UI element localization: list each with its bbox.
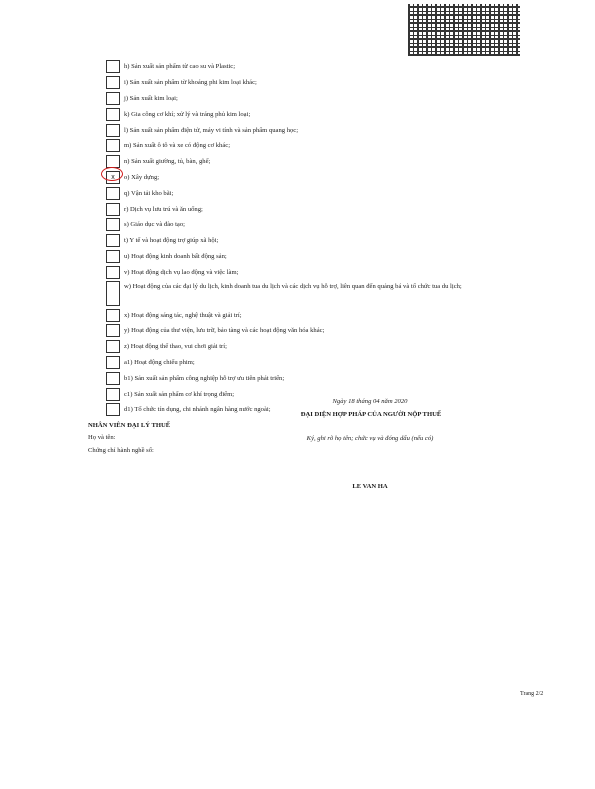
checklist-item xyxy=(106,264,526,280)
signing-date: Ngày 18 tháng 04 năm 2020 xyxy=(332,398,408,405)
industry-checklist xyxy=(106,59,526,418)
checklist-item xyxy=(106,170,526,186)
checkbox[interactable] xyxy=(106,281,120,306)
checklist-item-label: w) Hoạt động của các đại lý du lịch, kinh doanh tua du lịch và các dịch vụ hỗ trợ, liên quan đến quảng bá và tổ chức tua du lịch; xyxy=(124,283,462,291)
checklist-item-label: d1) Tổ chức tín dụng, chi nhánh ngân hàng nước ngoài; xyxy=(124,406,271,414)
checklist-item-label: j) Sản xuất kim loại; xyxy=(124,94,178,102)
checkbox[interactable] xyxy=(106,388,120,401)
checkbox[interactable] xyxy=(106,108,120,121)
checklist-item-label: b1) Sản xuất sản phẩm công nghiệp hỗ trợ ưu tiên phát triển; xyxy=(124,374,285,382)
checkbox[interactable] xyxy=(106,309,120,322)
checklist-item-label: z) Hoạt động thể thao, vui chơi giải trí; xyxy=(124,343,227,351)
checklist-item xyxy=(106,323,526,339)
checklist-item-label: a1) Hoạt động chiếu phim; xyxy=(124,358,195,366)
checklist-item-label: t) Y tế và hoạt động trợ giúp xã hội; xyxy=(124,237,219,245)
agent-title: NHÂN VIÊN ĐẠI LÝ THUẾ xyxy=(88,422,171,429)
checklist-item xyxy=(106,217,526,233)
checklist-item xyxy=(106,201,526,217)
checkbox[interactable] xyxy=(106,76,120,89)
checklist-item-label: k) Gia công cơ khí; xử lý và tráng phủ kim loại; xyxy=(124,110,251,118)
checkbox[interactable] xyxy=(106,324,120,337)
checklist-item-label: o) Xây dựng; xyxy=(124,173,160,181)
checklist-item-label: q) Vận tải kho bãi; xyxy=(124,189,174,197)
checklist-item-label: c1) Sản xuất sản phẩm cơ khí trọng điểm; xyxy=(124,390,235,398)
checklist-item xyxy=(106,370,526,386)
agent-name-label: Họ và tên: xyxy=(88,434,116,441)
checkbox[interactable] xyxy=(106,403,120,416)
checklist-item xyxy=(106,249,526,265)
barcode xyxy=(408,4,520,56)
checklist-item xyxy=(106,307,526,323)
checklist-item-label: l) Sản xuất sản phẩm điện tử, máy vi tính và sản phẩm quang học; xyxy=(124,126,299,134)
checklist-item-label: u) Hoạt động kinh doanh bất động sản; xyxy=(124,252,227,260)
checklist-item-label: m) Sản xuất ô tô và xe có động cơ khác; xyxy=(124,142,231,150)
checkbox[interactable] xyxy=(106,356,120,369)
checkbox[interactable] xyxy=(106,372,120,385)
checklist-item-label: r) Dịch vụ lưu trú và ăn uống; xyxy=(124,205,203,213)
representative-note: Ký, ghi rõ họ tên; chức vụ và đóng dấu (nếu có) xyxy=(306,435,434,442)
checklist-item-label: x) Hoạt động sáng tác, nghệ thuật và giải trí; xyxy=(124,311,242,319)
checklist-item xyxy=(106,91,526,107)
checkbox[interactable] xyxy=(106,203,120,216)
checklist-item xyxy=(106,59,526,75)
checklist-item xyxy=(106,233,526,249)
red-circle-mark xyxy=(101,167,123,181)
checkbox[interactable] xyxy=(106,187,120,200)
checklist-item xyxy=(106,75,526,91)
checkbox[interactable] xyxy=(106,60,120,73)
representative-title: ĐẠI DIỆN HỢP PHÁP CỦA NGƯỜI NỘP THUẾ xyxy=(300,411,442,418)
checklist-item-label: i) Sản xuất sản phẩm từ khoáng phi kim loại khác; xyxy=(124,79,257,87)
checklist-item xyxy=(106,106,526,122)
checklist-item xyxy=(106,280,526,307)
representative-name: LE VAN HA xyxy=(352,483,388,490)
checklist-item xyxy=(106,185,526,201)
checkbox[interactable] xyxy=(106,92,120,105)
checkbox[interactable] xyxy=(106,124,120,137)
checkbox[interactable] xyxy=(106,250,120,263)
checklist-item-label: s) Giáo dục và đào tạo; xyxy=(124,221,185,229)
checkbox[interactable]: x xyxy=(106,171,120,184)
checkbox[interactable] xyxy=(106,340,120,353)
checklist-item-label: h) Sản xuất sản phẩm từ cao su và Plastic; xyxy=(124,63,236,71)
checklist-item xyxy=(106,154,526,170)
checkbox[interactable] xyxy=(106,218,120,231)
checkbox[interactable] xyxy=(106,234,120,247)
checklist-item-label: y) Hoạt động của thư viện, lưu trữ, bảo tàng và các hoạt động văn hóa khác; xyxy=(124,327,325,335)
checklist-item-label: n) Sản xuất giường, tủ, bàn, ghế; xyxy=(124,158,211,166)
checklist-item xyxy=(106,339,526,355)
checklist-item xyxy=(106,138,526,154)
checklist-item xyxy=(106,355,526,371)
page-number: Trang 2/2 xyxy=(520,691,544,697)
checkbox[interactable] xyxy=(106,266,120,279)
checklist-item-label: v) Hoạt động dịch vụ lao động và việc làm; xyxy=(124,268,239,276)
agent-cert-label: Chứng chỉ hành nghề số: xyxy=(88,447,154,454)
checklist-item xyxy=(106,122,526,138)
checkbox[interactable] xyxy=(106,139,120,152)
